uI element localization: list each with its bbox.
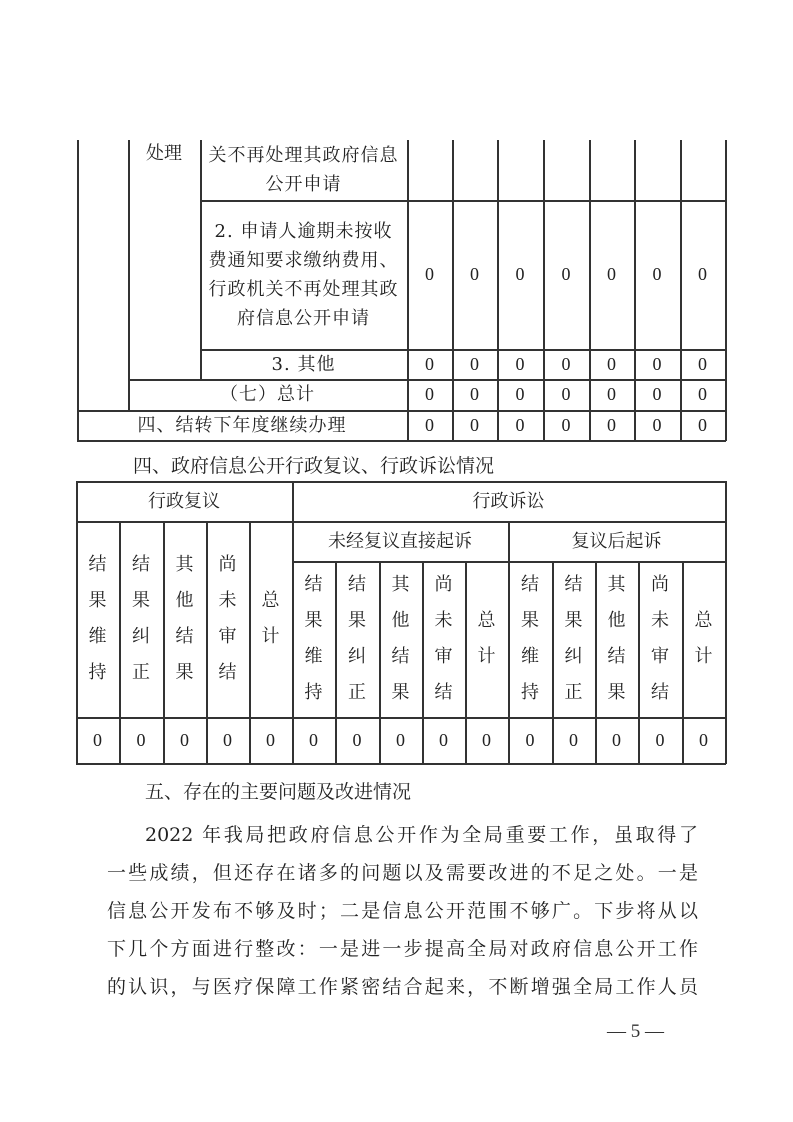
table-cell-value: 0 [652, 384, 662, 404]
table-cell-value: 0 [425, 264, 434, 284]
header-char: 审 [218, 626, 237, 647]
table-cell-value: 0 [515, 353, 525, 374]
header-char: 果 [564, 610, 583, 631]
header-char: 结 [434, 682, 453, 703]
review-col-header [206, 521, 249, 717]
table-cell-value: 0 [425, 414, 434, 435]
header-char: 果 [521, 610, 539, 631]
header-char: 他 [391, 610, 410, 631]
paragraph-line: 的认识，与医疗保障工作紧密结合起来，不断增强全局工作人员 [107, 976, 698, 998]
header-char: 计 [261, 626, 280, 647]
table-cell-value: 0 [561, 414, 571, 435]
header-char: 总 [261, 590, 280, 611]
table-cell-value: 0 [515, 414, 525, 435]
after-col-header [682, 561, 725, 717]
header-char: 纠 [564, 646, 583, 667]
header-char: 果 [175, 662, 194, 683]
header-char: 维 [304, 646, 323, 667]
table-cell-value: 0 [607, 384, 616, 404]
table-cell-value: 0 [425, 353, 434, 374]
header-char: 其 [391, 574, 410, 595]
table-cell-value: 0 [396, 729, 405, 750]
after-col-header [508, 561, 552, 717]
table-cell-value: 0 [93, 729, 102, 750]
header-char: 结 [564, 574, 583, 595]
table-cell-value: 0 [652, 414, 662, 435]
section-5-title: 五、存在的主要问题及改进情况 [145, 781, 412, 803]
row-label: 3. 其他 [271, 353, 336, 375]
paragraph-line: 信息公开发布不够及时；二是信息公开范围不够广。下步将从以 [107, 900, 698, 922]
table-cell-value: 0 [515, 384, 525, 404]
header-char: 审 [651, 646, 669, 667]
header-char: 尚 [434, 574, 453, 595]
header-char: 果 [391, 682, 410, 703]
table-border [76, 763, 726, 765]
table-cell-value: 0 [470, 414, 479, 435]
table-cell-value: 0 [698, 414, 707, 435]
table-cell-value: 0 [699, 729, 708, 750]
table-cell-value: 0 [309, 729, 318, 750]
header-char: 结 [348, 574, 366, 595]
table-cell-value: 0 [180, 729, 189, 750]
header-char: 维 [88, 626, 107, 647]
table-cell-value: 0 [607, 264, 616, 284]
header-char: 维 [521, 646, 539, 667]
table-cell-value: 0 [425, 384, 434, 404]
table-border [725, 140, 727, 441]
table-cell-value: 0 [470, 353, 479, 374]
table-cell-value: 0 [569, 729, 578, 750]
direct-col-header [335, 561, 379, 717]
header-char: 持 [304, 682, 323, 703]
paragraph-line: 一些成绩，但还存在诸多的问题以及需要改进的不足之处。一是 [107, 862, 698, 884]
header-char: 果 [132, 590, 150, 611]
header-char: 他 [607, 610, 626, 631]
direct-col-header [465, 561, 508, 717]
header-char: 果 [348, 610, 366, 631]
header-char: 正 [564, 682, 583, 703]
table-cell-value [407, 140, 452, 200]
header-char: 果 [88, 590, 107, 611]
table-cell-value [452, 140, 497, 200]
header-char: 结 [521, 574, 539, 595]
table-cell-value: 0 [266, 729, 275, 750]
paragraph-line: 下几个方面进行整改：一是进一步提高全局对政府信息公开工作 [107, 938, 698, 960]
direct-col-header [292, 561, 335, 717]
header-char: 正 [132, 662, 150, 683]
header-char: 结 [651, 682, 669, 703]
table-cell-value: 0 [612, 729, 621, 750]
header-char: 结 [175, 626, 194, 647]
table-cell-value: 0 [515, 264, 525, 284]
row-label: 四、结转下年度继续办理 [137, 414, 347, 436]
section-4-title: 四、政府信息公开行政复议、行政诉讼情况 [133, 455, 495, 477]
after-review-suit-header: 复议后起诉 [571, 530, 662, 552]
header-char: 结 [132, 554, 150, 575]
header-char: 总 [477, 610, 496, 631]
table-cell-value: 0 [655, 729, 665, 750]
table-cell-value [497, 140, 543, 200]
header-char: 尚 [651, 574, 669, 595]
review-header: 行政复议 [148, 490, 220, 512]
header-char: 正 [348, 682, 366, 703]
direct-col-header [422, 561, 465, 717]
review-col-header [76, 521, 119, 717]
table-cell-value: 0 [561, 353, 571, 374]
header-char: 未 [651, 610, 669, 631]
table-cell-value: 0 [223, 729, 232, 750]
table-cell-value [543, 140, 589, 200]
table-cell-value: 0 [652, 353, 662, 374]
table-border [128, 140, 130, 411]
table-cell-value: 0 [561, 264, 571, 284]
litigation-header: 行政诉讼 [472, 490, 545, 512]
table-cell-value: 0 [525, 729, 535, 750]
review-col-header [119, 521, 163, 717]
table-cell-value [589, 140, 634, 200]
table-cell-value: 0 [439, 729, 448, 750]
table-border [77, 440, 726, 442]
row-label: （七）总计 [220, 384, 315, 405]
table-cell-value: 0 [652, 264, 662, 284]
table-cell-value: 0 [698, 384, 707, 404]
direct-suit-header: 未经复议直接起诉 [328, 530, 472, 552]
direct-col-header [379, 561, 422, 717]
table-cell-value: 0 [470, 384, 479, 404]
table-cell-value: 0 [607, 353, 616, 374]
table-border [77, 140, 79, 441]
header-char: 果 [607, 682, 626, 703]
after-col-header [595, 561, 638, 717]
table-cell-value: 0 [698, 353, 707, 374]
table-cell-value: 0 [698, 264, 707, 284]
paragraph-line: 2022 年我局把政府信息公开作为全局重要工作，虽取得了 [145, 824, 698, 846]
table-border [725, 481, 727, 764]
after-col-header [638, 561, 682, 717]
row-label: 关不再处理其政府信息公开申请 [208, 145, 399, 195]
header-char: 他 [175, 590, 194, 611]
header-char: 尚 [218, 554, 237, 575]
header-char: 纠 [132, 626, 150, 647]
header-char: 纠 [348, 646, 366, 667]
review-col-header [163, 521, 206, 717]
table-cell-value [634, 140, 680, 200]
header-char: 结 [304, 574, 323, 595]
header-char: 未 [218, 590, 237, 611]
header-char: 结 [607, 646, 626, 667]
header-char: 果 [304, 610, 323, 631]
header-char: 结 [88, 554, 107, 575]
header-char: 审 [434, 646, 453, 667]
header-char: 持 [521, 682, 539, 703]
row-label: 2. 申请人逾期未按收费通知要求缴纳费用、行政机关不再处理其政府信息公开申请 [208, 220, 399, 329]
after-col-header [552, 561, 595, 717]
header-char: 结 [391, 646, 410, 667]
table-cell-value: 0 [561, 384, 571, 404]
table-cell-value: 0 [470, 264, 479, 284]
header-char: 其 [607, 574, 626, 595]
header-char: 持 [88, 662, 107, 683]
header-char: 未 [434, 610, 453, 631]
header-char: 结 [218, 662, 237, 683]
header-char: 计 [694, 646, 713, 667]
table-cell-value: 0 [482, 729, 491, 750]
table-cell-value: 0 [136, 729, 146, 750]
group-label-processing: 处理 [146, 143, 182, 164]
page-number: — 5 — [607, 1021, 664, 1042]
header-char: 总 [694, 610, 713, 631]
table-cell-value: 0 [607, 414, 616, 435]
review-col-header [249, 521, 292, 717]
header-char: 计 [477, 646, 496, 667]
table-cell-value: 0 [352, 729, 362, 750]
table-cell-value [680, 140, 725, 200]
header-char: 其 [175, 554, 194, 575]
